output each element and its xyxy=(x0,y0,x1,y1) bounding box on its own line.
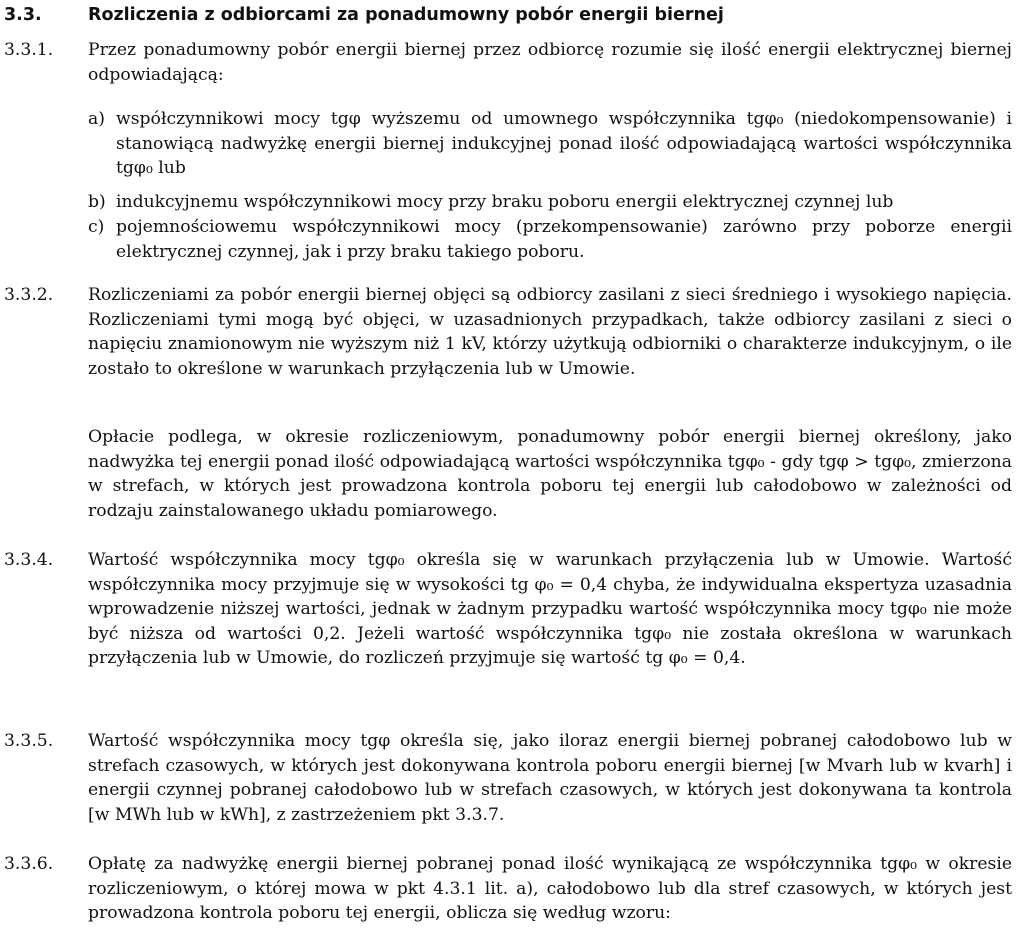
list-item-text: pojemnościowemu współczynnikowi mocy (przekompensowanie) zarówno przy poborze energii elektrycznej czynnej, jak i przy braku takiego poboru. xyxy=(116,217,1012,262)
list-item-text: współczynnikowi mocy tgφ wyższemu od umownego współczynnika tgφ₀ (niedokompensowanie) i stanowiącą nadwyżkę energii biernej indukcyjnej ponad ilość odpowiadającą wartości współczynnika tgφ₀ lub xyxy=(116,109,1012,178)
paragraph-text: Przez ponadumowny pobór energii biernej przez odbiorcę rozumie się ilość energii elektrycznej biernej odpowiadającą: xyxy=(88,40,1012,85)
section-title: Rozliczenia z odbiorcami za ponadumowny pobór energii biernej xyxy=(88,5,724,25)
paragraph-number: 3.3.5. xyxy=(4,731,54,751)
paragraph-text: Opłacie podlega, w okresie rozliczeniowym, ponadumowny pobór energii biernej określony, jako nadwyżka tej energii ponad ilość odpowiadającą wartości współczynnika tgφ₀ - gdy tgφ > tgφ₀, zmierzona w strefach, w których jest prowadzona kontrola poboru tej energii lub całodobowo w zależności od rodzaju zainstalowanego układu pomiarowego. xyxy=(88,427,1012,521)
paragraph-text: Rozliczeniami za pobór energii biernej objęci są odbiorcy zasilani z sieci średniego i wysokiego napięcia. Rozliczeniami tymi mogą być objęci, w uzasadnionych przypadkach, także odbiorcy zasilani z sieci o napięciu znamionowym nie wyższym niż 1 kV, którzy użytkują odbiorniki o charakterze indukcyjnym, o ile zostało to określone w warunkach przyłączenia lub w Umowie. xyxy=(88,285,1012,379)
paragraph-number: 3.3.1. xyxy=(4,40,54,60)
section-heading xyxy=(0,0,1024,30)
section-number: 3.3. xyxy=(4,5,42,25)
paragraph-number: 3.3.2. xyxy=(4,285,54,305)
paragraph-text: Opłatę za nadwyżkę energii biernej pobranej ponad ilość wynikającą ze współczynnika tgφ₀ w okresie rozliczeniowym, o której mowa w pkt 4.3.1 lit. a), całodobowo lub dla stref czasowych, w których jest prowadzona kontrola poboru tej energii, oblicza się według wzoru: xyxy=(88,854,1012,923)
list-marker: c) xyxy=(88,217,105,237)
paragraph-number: 3.3.4. xyxy=(4,550,54,570)
list-item-text: indukcyjnemu współczynnikowi mocy przy braku poboru energii elektrycznej czynnej lub xyxy=(116,192,894,212)
list-marker: b) xyxy=(88,192,106,212)
paragraph-text: Wartość współczynnika mocy tgφ określa się, jako iloraz energii biernej pobranej całodobowo lub w strefach czasowych, w których jest dokonywana kontrola poboru energii biernej [w Mvarh lub w kvarh] i energii czynnej pobranej całodobowo lub w strefach czasowych, w których jest dokonywana ta kontrola [w MWh lub w kWh], z zastrzeżeniem pkt 3.3.7. xyxy=(88,731,1012,825)
paragraph-text: Wartość współczynnika mocy tgφ₀ określa się w warunkach przyłączenia lub w Umowie. Wartość współczynnika mocy przyjmuje się w wysokości tg φ₀ = 0,4 chyba, że indywidualna ekspertyza uzasadnia wprowadzenie niższej wartości, jednak w żadnym przypadku wartość współczynnika mocy tgφ₀ nie może być niższa od wartości 0,2. Jeżeli wartość współczynnika tgφ₀ nie została określona w warunkach przyłączenia lub w Umowie, do rozliczeń przyjmuje się wartość tg φ₀ = 0,4. xyxy=(88,550,1012,668)
paragraph-number: 3.3.6. xyxy=(4,854,54,874)
list-marker: a) xyxy=(88,109,105,129)
